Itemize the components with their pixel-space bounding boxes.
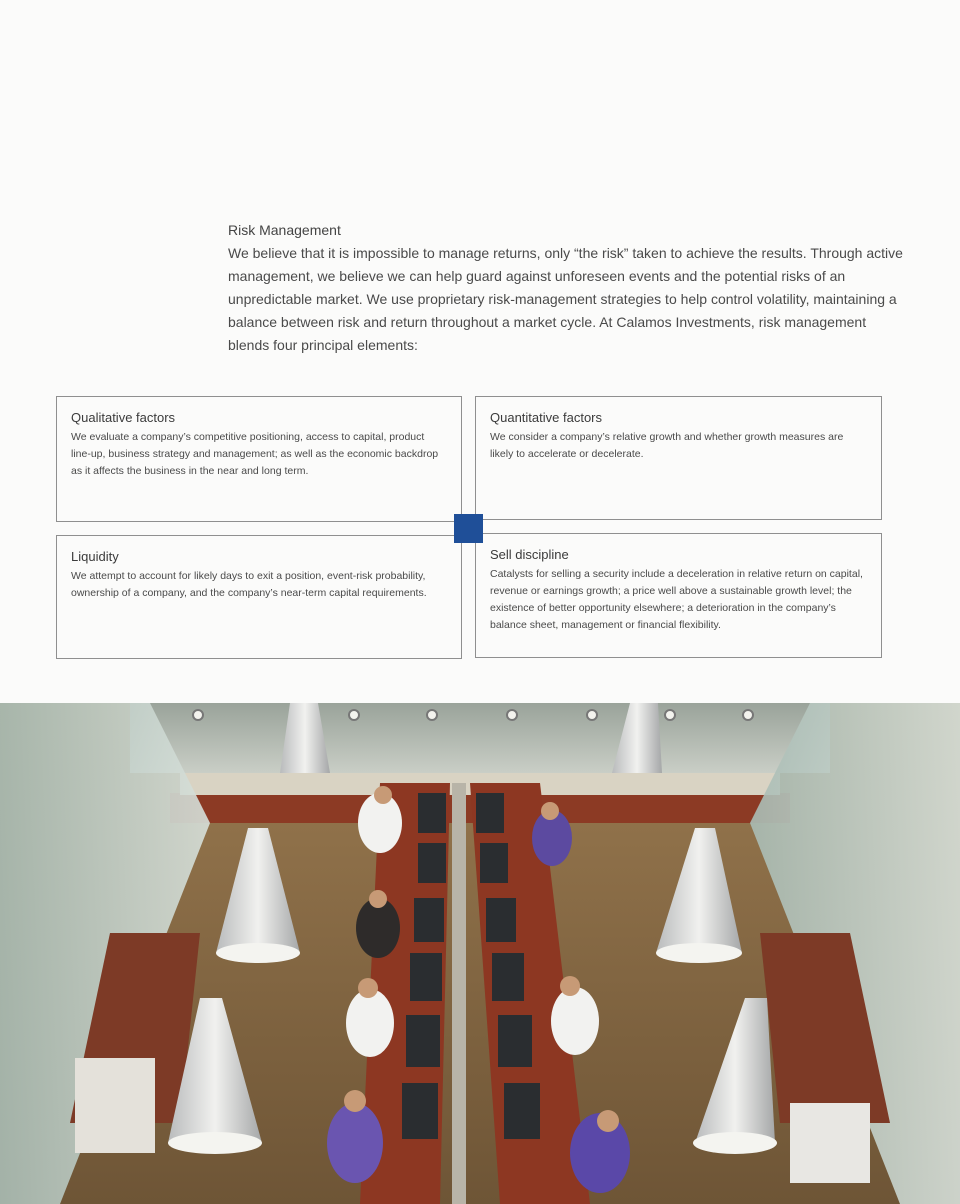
- center-connector-square: [454, 514, 483, 543]
- box-title: Qualitative factors: [71, 410, 176, 425]
- liquidity-box: [56, 535, 462, 659]
- box-body: We attempt to account for likely days to exit a position, event-risk probability, ownership of a company, and the company’s near-term capital requirements.: [71, 570, 427, 599]
- box-title: Sell discipline: [490, 547, 569, 562]
- section-body: We believe that it is impossible to manage returns, only “the risk” taken to achieve the results. Through active management, we believe we can help guard against unforeseen events and the potential risks of an unpredictable market. We use proprietary risk-management strategies to help control volatility, maintaining a balance between risk and return throughout a market cycle. At Calamos Investments, risk management blends four principal elements:: [228, 245, 903, 353]
- box-title: Liquidity: [71, 549, 119, 564]
- qualitative-factors-box: [56, 396, 462, 522]
- trading-floor-photo: [0, 703, 960, 1204]
- sell-discipline-box: [475, 533, 882, 658]
- box-title: Quantitative factors: [490, 410, 602, 425]
- section-title: Risk Management: [228, 222, 341, 238]
- quantitative-factors-box: [475, 396, 882, 520]
- box-body: We consider a company’s relative growth and whether growth measures are likely to accelerate or decelerate.: [490, 431, 844, 460]
- box-body: We evaluate a company’s competitive positioning, access to capital, product line-up, business strategy and management; as well as the economic backdrop as it affects the business in the near and long term.: [71, 431, 439, 477]
- risk-management-intro: [228, 220, 908, 357]
- box-body: Catalysts for selling a security include a deceleration in relative return on capital, revenue or earnings growth; a price well above a sustainable growth level; the existence of better opportunity elsewhere; a deterioration in the company’s balance sheet, management or financial flexibility.: [490, 568, 863, 631]
